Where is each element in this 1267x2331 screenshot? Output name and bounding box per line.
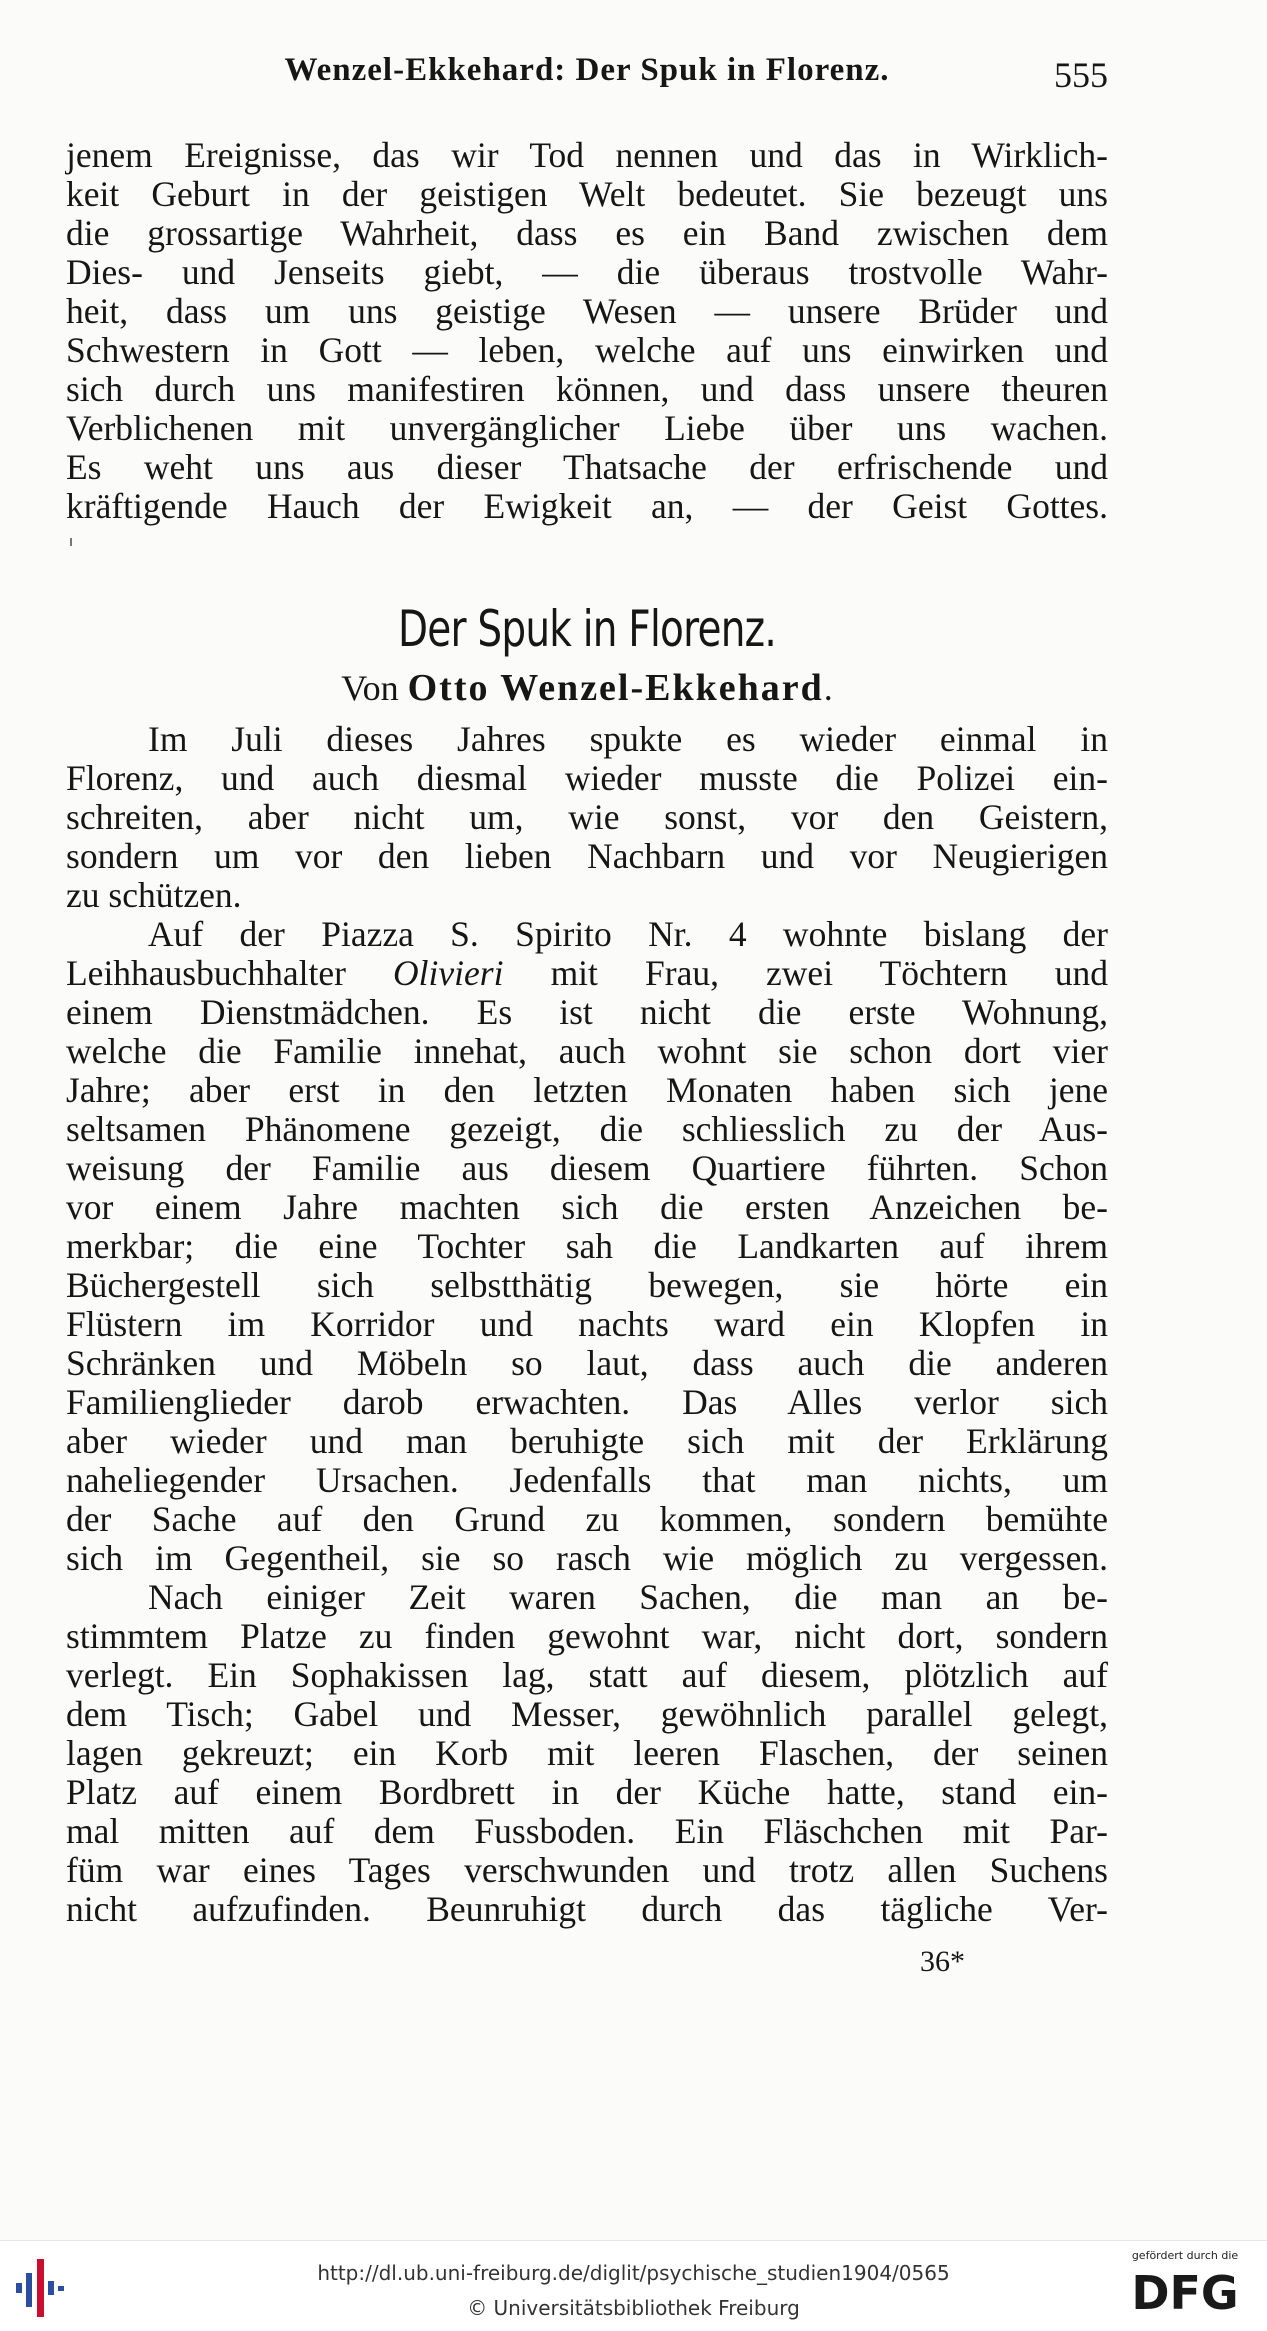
text-line: weisung der Familie aus diesem Quartiere führten. Schon (66, 1148, 1108, 1188)
text-line: welche die Familie innehat, auch wohnt sie schon dort vier (66, 1031, 1108, 1071)
text-line: Schwestern in Gott — leben, welche auf uns einwirken und (66, 330, 1108, 370)
text-line: verlegt. Ein Sophakissen lag, statt auf diesem, plötzlich auf (66, 1655, 1108, 1695)
text-line: nicht aufzufinden. Beunruhigt durch das tägliche Ver- (66, 1889, 1108, 1929)
text-line: mal mitten auf dem Fussboden. Ein Fläschchen mit Par- (66, 1811, 1108, 1851)
text-line: jenem Ereignisse, das wir Tod nennen und das in Wirklich- (66, 135, 1108, 175)
byline-suffix: . (823, 668, 833, 708)
text-line: vor einem Jahre machten sich die ersten Anzeichen be- (66, 1187, 1108, 1227)
copyright-text: © Universitätsbibliothek Freiburg (467, 2296, 800, 2320)
text-line: Auf der Piazza S. Spirito Nr. 4 wohnte bislang der (148, 914, 1108, 954)
text-line: Familienglieder darob erwachten. Das Alles verlor sich (66, 1382, 1108, 1422)
dfg-funding-badge[interactable] (1115, 2249, 1255, 2329)
text-line: keit Geburt in der geistigen Welt bedeutet. Sie bezeugt uns (66, 174, 1108, 214)
text-line: Dies- und Jenseits giebt, — die überaus trostvolle Wahr- (66, 252, 1108, 292)
text-line: die grossartige Wahrheit, dass es ein Band zwischen dem (66, 213, 1108, 253)
running-head (66, 52, 1108, 102)
text-line: füm war eines Tages verschwunden und trotz allen Suchens (66, 1850, 1108, 1890)
text-line: aber wieder und man beruhigte sich mit der Erklärung (66, 1421, 1108, 1461)
signature-mark: 36* (920, 1945, 965, 1978)
permalink-link[interactable]: http://dl.ub.uni-freiburg.de/diglit/psychische_studien1904/0565 (317, 2261, 950, 2285)
intro-text-block (66, 136, 1108, 526)
text-line: Leihhausbuchhalter Olivieri mit Frau, zwei Töchtern und (66, 953, 1108, 993)
printer-mark (70, 538, 72, 546)
text-line: Flüstern im Korridor und nachts ward ein Klopfen in (66, 1304, 1108, 1344)
text-line: Es weht uns aus dieser Thatsache der erfrischende und (66, 447, 1108, 487)
text-line: sich im Gegentheil, sie so rasch wie möglich zu vergessen. (66, 1538, 1108, 1578)
text-line: Florenz, und auch diesmal wieder musste die Polizei ein- (66, 758, 1108, 798)
paragraph-2 (66, 915, 1108, 1578)
dfg-caption: gefördert durch die (1131, 2249, 1239, 2262)
text-line: seltsamen Phänomene gezeigt, die schliesslich zu der Aus- (66, 1109, 1108, 1149)
person-name: Olivieri (393, 953, 504, 993)
article-title: Der Spuk in Florenz. (398, 600, 776, 658)
article-body (66, 720, 1108, 1929)
text-line: Platz auf einem Bordbrett in der Küche hatte, stand ein- (66, 1772, 1108, 1812)
byline-prefix: Von (341, 668, 399, 708)
text-line: merkbar; die eine Tochter sah die Landkarten auf ihrem (66, 1226, 1108, 1266)
text-line: zu schützen. (66, 875, 242, 915)
text-line: Büchergestell sich selbstthätig bewegen, sie hörte ein (66, 1265, 1108, 1305)
text-line: Nach einiger Zeit waren Sachen, die man an be- (148, 1577, 1108, 1617)
text-line: lagen gekreuzt; ein Korb mit leeren Flaschen, der seinen (66, 1733, 1108, 1773)
text-line: dem Tisch; Gabel und Messer, gewöhnlich parallel gelegt, (66, 1694, 1108, 1734)
text-line: Im Juli dieses Jahres spukte es wieder einmal in (148, 719, 1108, 759)
running-title: Wenzel-Ekkehard: Der Spuk in Florenz. (284, 52, 890, 88)
text-line: sondern um vor den lieben Nachbarn und vor Neugierigen (66, 836, 1108, 876)
dfg-logo-text: DFG (1131, 2266, 1239, 2317)
viewer-footer (0, 2240, 1267, 2331)
byline-author: Otto Wenzel-Ekkehard (407, 667, 824, 709)
text-line: Jahre; aber erst in den letzten Monaten haben sich jene (66, 1070, 1108, 1110)
text-line: Schränken und Möbeln so laut, dass auch die anderen (66, 1343, 1108, 1383)
article-byline (66, 666, 1108, 710)
text-line: sich durch uns manifestiren können, und dass unsere theuren (66, 369, 1108, 409)
text-line: kräftigende Hauch der Ewigkeit an, — der Geist Gottes. (66, 486, 1108, 526)
text-line: stimmtem Platze zu finden gewohnt war, nicht dort, sondern (66, 1616, 1108, 1656)
text-line: der Sache auf den Grund zu kommen, sondern bemühte (66, 1499, 1108, 1539)
paragraph-1 (66, 720, 1108, 915)
page-number: 555 (1054, 55, 1108, 95)
text-line: schreiten, aber nicht um, wie sonst, vor den Geistern, (66, 797, 1108, 837)
dfg-logo-icon (1125, 2265, 1245, 2317)
text-line: naheliegender Ursachen. Jedenfalls that man nichts, um (66, 1460, 1108, 1500)
text-line: heit, dass um uns geistige Wesen — unsere Brüder und (66, 291, 1108, 331)
paragraph-3 (66, 1578, 1108, 1929)
text-line: einem Dienstmädchen. Es ist nicht die erste Wohnung, (66, 992, 1108, 1032)
text-line: Verblichenen mit unvergänglicher Liebe über uns wachen. (66, 408, 1108, 448)
